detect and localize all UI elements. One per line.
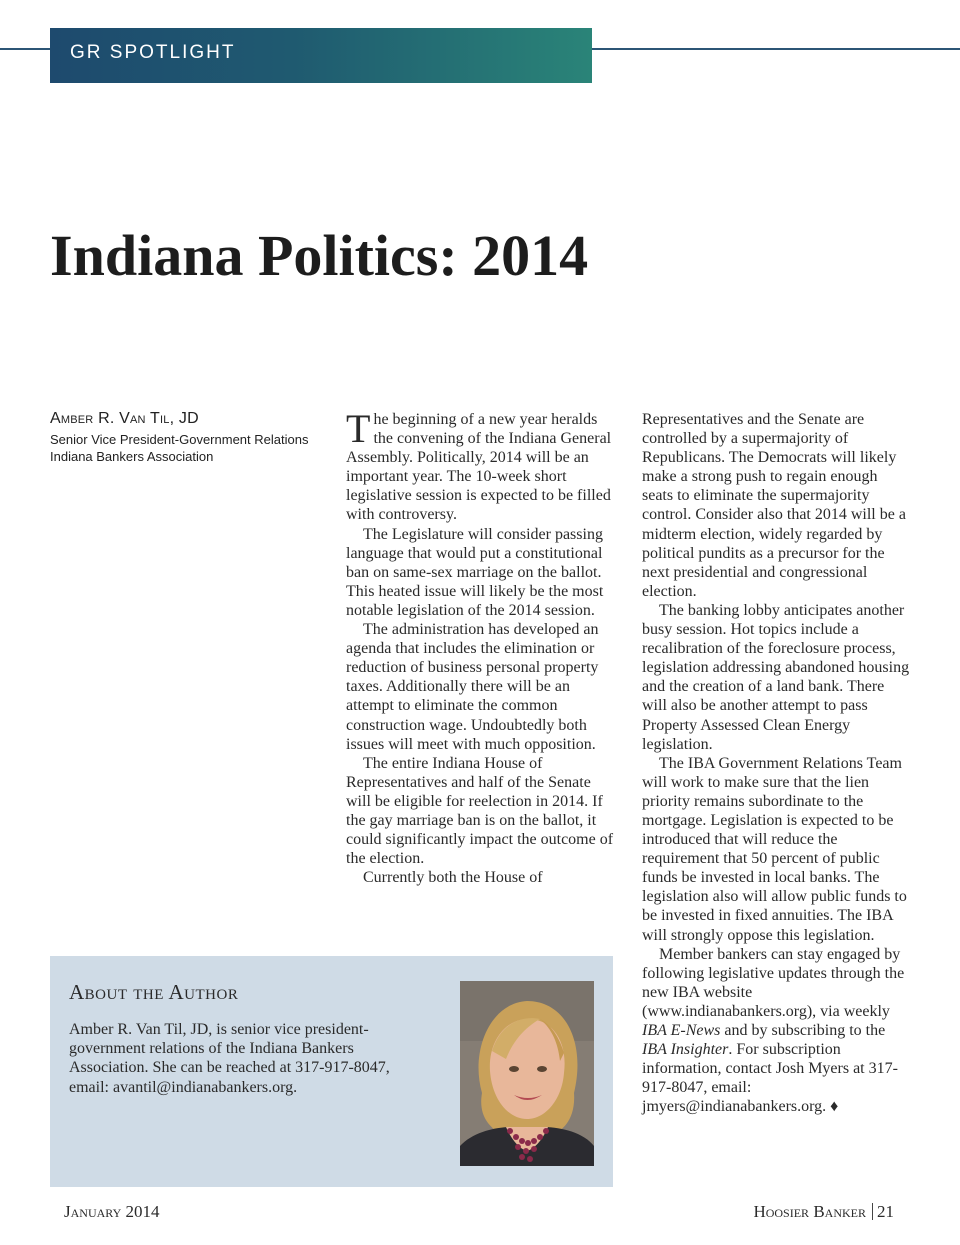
paragraph: The banking lobby anticipates another busy session. Hot topics include a recalibration of the foreclosure process, legislation addressing abandoned housing and the creation of a land bank. There will also be another attempt to pass Property Assessed Clean Energy legislation. — [642, 601, 910, 753]
byline — [50, 410, 340, 465]
author-org: Indiana Bankers Association — [50, 449, 214, 464]
author-name: Amber R. Van Til, JD — [50, 410, 199, 427]
section-label: GR SPOTLIGHT — [70, 42, 236, 63]
paragraph-text: . For subscription information, contact Josh Myers at 317-917-8047, email: jmyers@indianabankers.org. — [642, 1041, 898, 1116]
footer-issue-date: January 2014 — [64, 1202, 160, 1221]
paragraph: The IBA Government Relations Team will work to make sure that the lien priority remains subordinate to the mortgage. Legislation is expected to be introduced that will reduce the requirement that 50 percent of public funds be invested in local banks. The legislation also will allow public funds to be invested in fixed annuities. The IBA will strongly oppose this legislation. — [642, 754, 907, 944]
magazine-name: Hoosier Banker — [753, 1202, 866, 1221]
paragraph-text: and by subscribing to the — [724, 1022, 886, 1039]
drop-cap: T — [346, 406, 371, 451]
footer-magazine — [753, 1202, 894, 1222]
author-title: Senior Vice President-Government Relations — [50, 432, 309, 447]
author-portrait-image — [460, 981, 594, 1166]
paragraph: Currently both the House of — [363, 869, 543, 887]
about-author-box — [50, 956, 613, 1187]
paragraph: The Legislature will consider passing language that would put a constitutional ban on same-sex marriage on the ballot. This heated issue will likely be the most notable legislation of the 2014 session. — [346, 525, 604, 619]
paragraph: Representatives and the Senate are controlled by a supermajority of Republicans. The Democrats will likely make a strong push to regain enough seats to eliminate the supermajority control. Consider also that 2014 will be a midterm election, widely regarded by political pundits as a precursor for the next presidential and congressional election. — [642, 411, 906, 600]
about-author-text: Amber R. Van Til, JD, is senior vice president-government relations of the Indiana Bankers Association. She can be reached at 317-917-8047, email: avantil@indianabankers.org. — [69, 1021, 390, 1096]
paragraph — [346, 406, 618, 525]
paragraph-text: Member bankers can stay engaged by following legislative updates through the new IBA website (www.indianabankers.org), via weekly — [642, 945, 905, 1020]
page-number: 21 — [877, 1202, 894, 1221]
paragraph-text: he beginning of a new year heralds the convening of the Indiana General Assembly. Politically, 2014 will be an important year. The 10-week short legislative session is expected to be filled with controversy. — [346, 411, 612, 524]
paragraph: The entire Indiana House of Representatives and half of the Senate will be eligible for reelection in 2014. If the gay marriage ban is on the ballot, it could significantly impact the outcome of the election. — [346, 754, 614, 868]
footer-divider — [872, 1203, 873, 1220]
end-mark: ♦ — [830, 1098, 839, 1116]
about-author-heading: About the Author — [69, 980, 239, 1004]
header-rule-left — [0, 48, 50, 50]
paragraph: The administration has developed an agenda that includes the elimination or reduction of business personal property taxes. Additionally there will be an attempt to eliminate the common construction wage. Undoubtedly both issues will meet with much opposition. — [346, 621, 599, 753]
article-column-2 — [642, 410, 910, 1116]
article-title: Indiana Politics: 2014 — [50, 223, 589, 288]
section-banner — [50, 28, 592, 83]
header-rule-right — [592, 48, 960, 50]
publication-name: IBA Insighter — [642, 1041, 729, 1059]
author-photo — [460, 981, 594, 1166]
publication-name: IBA E-News — [642, 1022, 721, 1039]
article-column-1 — [346, 406, 618, 887]
paragraph — [642, 945, 910, 1117]
